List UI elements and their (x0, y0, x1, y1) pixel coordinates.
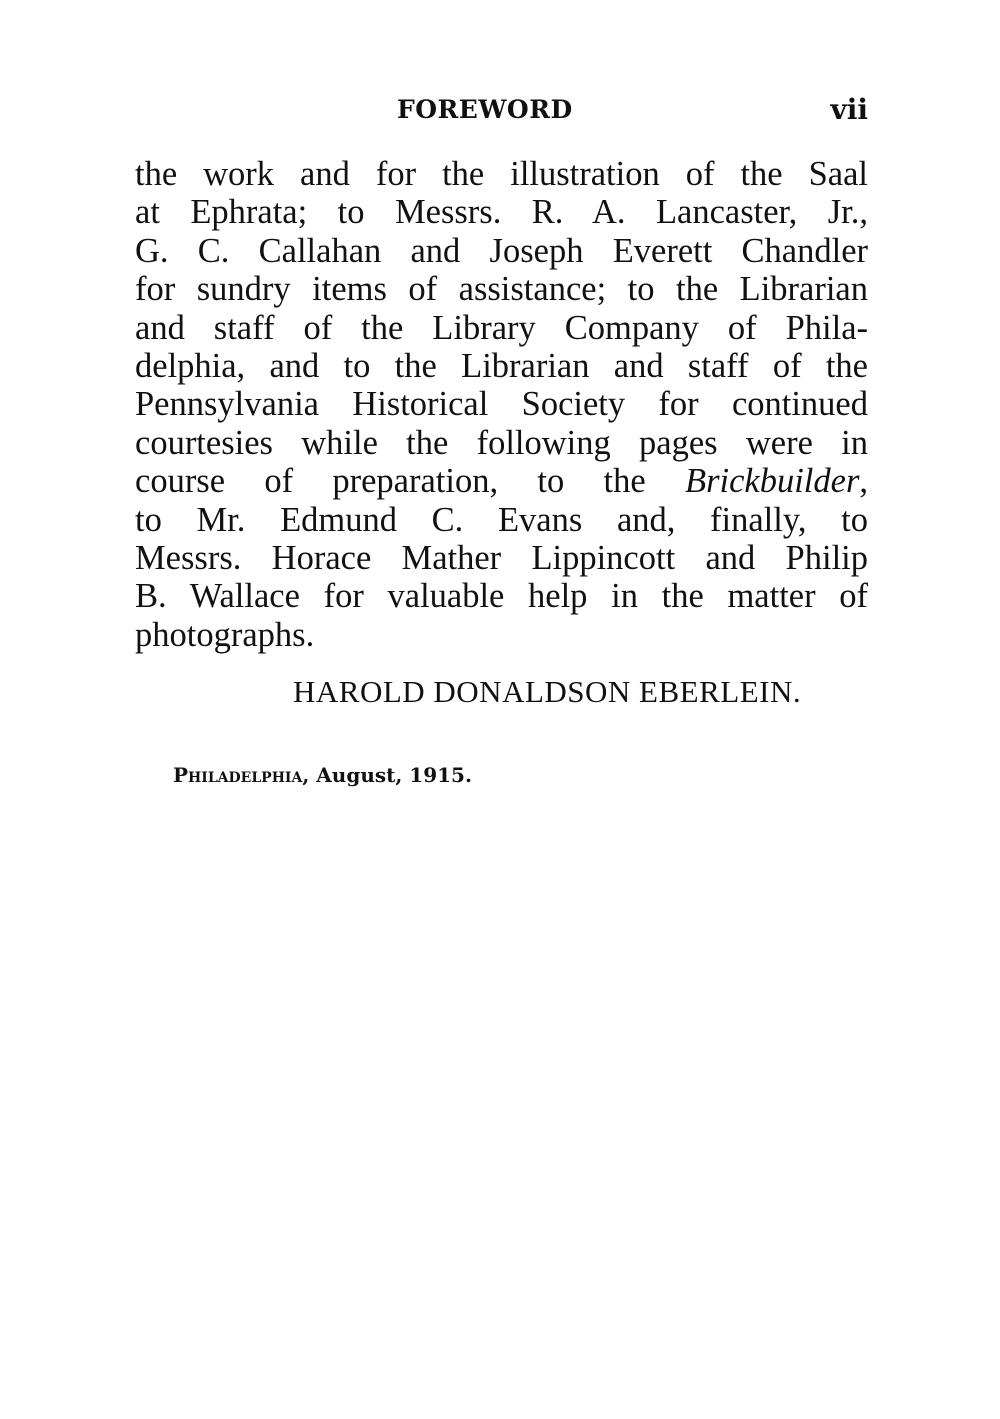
text-line: for sundry items of assistance; to the Librarian (135, 270, 868, 309)
running-head-title: FOREWORD (397, 95, 573, 124)
punctuation: , (859, 462, 868, 501)
text-line (135, 462, 868, 500)
author-signature: HAROLD DONALDSON EBERLEIN. (293, 674, 802, 709)
dateline-date: , August, 1915. (302, 763, 472, 787)
publication-title: Brickbuilder (685, 462, 860, 501)
text-line: to Mr. Edmund C. Evans and, finally, to (135, 500, 868, 539)
text-line: Pennsylvania Historical Society for continued (135, 385, 868, 424)
text-line: G. C. Callahan and Joseph Everett Chandler (135, 231, 868, 270)
text-line: the work and for the illustration of the Saal (135, 155, 868, 193)
text-line: at Ephrata; to Messrs. R. A. Lancaster, Jr., (135, 193, 868, 232)
dateline-place: Philadelphia (173, 763, 303, 787)
text-line: B. Wallace for valuable help in the matter of (135, 577, 868, 616)
text-line: photographs. (135, 615, 315, 654)
text-line-start: course of preparation, to the (135, 462, 685, 501)
text-line: and staff of the Library Company of Phila- (135, 308, 868, 347)
dateline (173, 760, 472, 790)
text-line: courtesies while the following pages were in (135, 423, 868, 462)
running-head (135, 90, 868, 130)
foreword-paragraph (135, 155, 868, 654)
page-number: vii (830, 93, 868, 126)
text-line: delphia, and to the Librarian and staff of the (135, 346, 868, 385)
text-line: Messrs. Horace Mather Lippincott and Philip (135, 538, 868, 577)
